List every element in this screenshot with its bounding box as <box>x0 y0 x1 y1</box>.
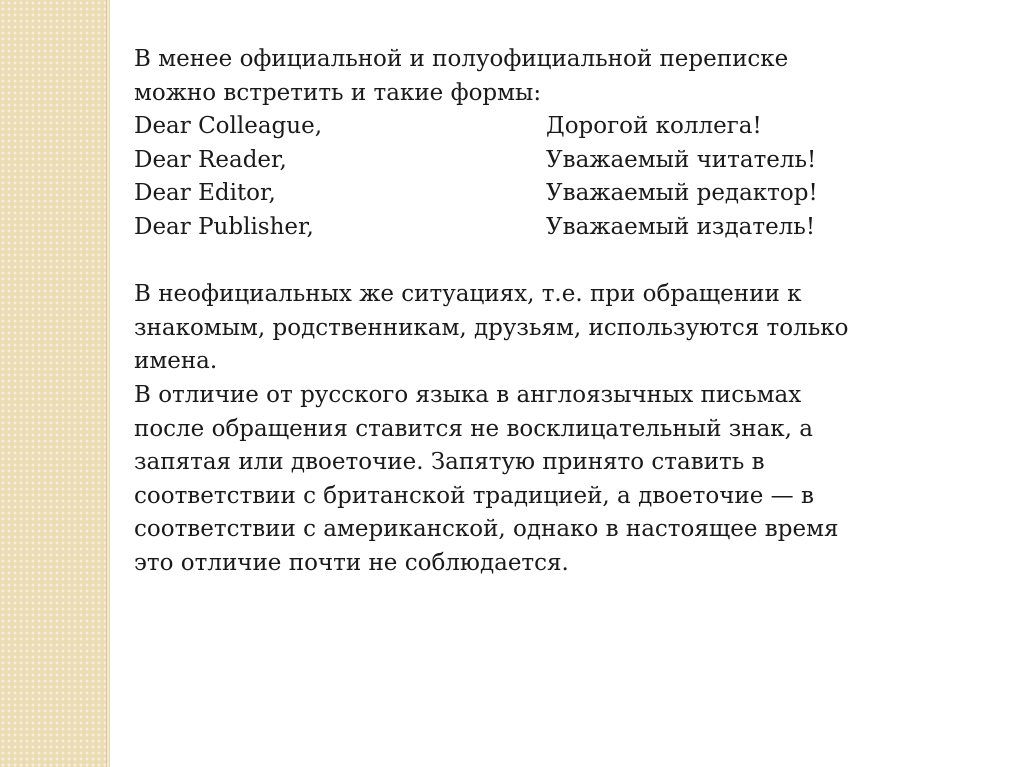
paragraph-line: запятая или двоеточие. Запятую принято ставить в <box>134 449 765 476</box>
paragraph-line: соответствии с британской традицией, а двоеточие — в <box>134 482 814 509</box>
greeting-russian: Уважаемый редактор! <box>546 180 818 207</box>
greeting-english: Dear Publisher, <box>134 213 314 240</box>
greeting-row <box>134 211 994 245</box>
paragraph-line: В неофициальных же ситуациях, т.е. при обращении к <box>134 281 802 308</box>
greeting-english: Dear Editor, <box>134 180 276 207</box>
paragraph-line: В отличие от русского языка в англоязычных письмах <box>134 381 802 408</box>
slide-text-body <box>134 43 994 581</box>
intro-line: можно встретить и такие формы: <box>134 79 542 106</box>
intro-line: В менее официальной и полуофициальной переписке <box>134 46 789 72</box>
paragraph-line: это отличие почти не соблюдается. <box>134 549 569 576</box>
greeting-russian: Уважаемый издатель! <box>546 213 816 240</box>
paragraph-line: имена. <box>134 348 218 375</box>
greeting-row <box>134 177 994 211</box>
greeting-row <box>134 144 994 178</box>
paragraph-line: соответствии с американской, однако в настоящее время <box>134 516 839 543</box>
greeting-row <box>134 110 994 144</box>
decorative-side-border <box>106 0 110 767</box>
greeting-english: Dear Reader, <box>134 146 287 173</box>
blank-line <box>134 245 994 279</box>
decorative-side-band <box>0 0 106 767</box>
greeting-russian: Уважаемый читатель! <box>546 146 817 173</box>
greeting-russian: Дорогой коллега! <box>546 113 762 140</box>
paragraph-line: после обращения ставится не восклицательный знак, а <box>134 415 814 442</box>
paragraph-line: знакомым, родственникам, друзьям, используются только <box>134 314 849 341</box>
greeting-english: Dear Colleague, <box>134 113 323 140</box>
